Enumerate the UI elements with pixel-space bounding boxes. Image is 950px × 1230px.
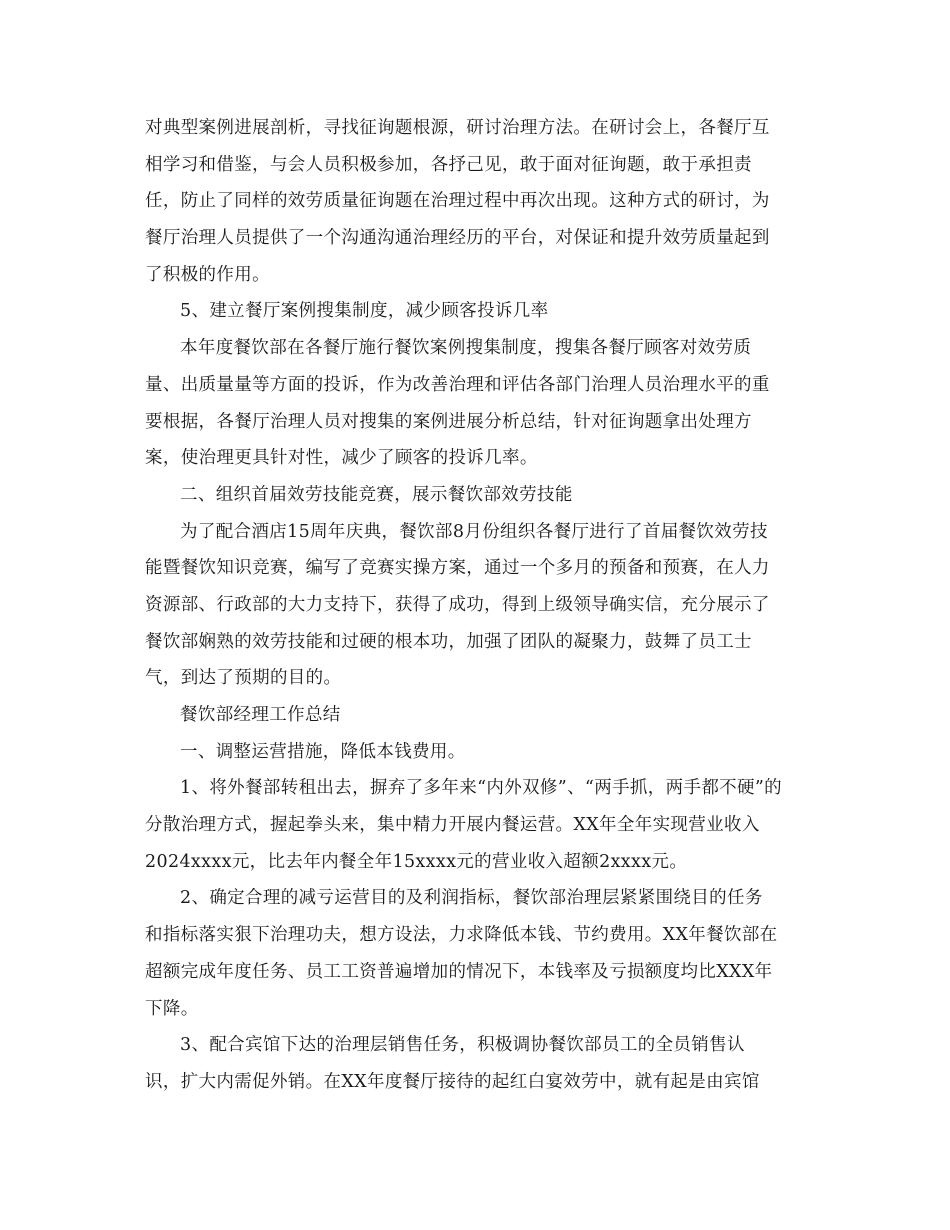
- text-line: 分散治理方式，握起拳头来，集中精力开展内餐运营。XX年全年实现营业收入: [145, 815, 760, 836]
- paragraph-start: 为了配合酒店15周年庆典，餐饮部8月份组织各餐厅进行了首届餐饮效劳技: [180, 521, 768, 542]
- text-line: 量、出质量量等方面的投诉，作为改善治理和评估各部门治理人员治理水平的重: [145, 374, 770, 395]
- text-line: 资源部、行政部的大力支持下，获得了成功，得到上级领导确实信，充分展示了: [145, 594, 770, 615]
- text-line: 任，防止了同样的效劳质量征询题在治理过程中再次出现。这种方式的研讨，为: [145, 191, 770, 212]
- paragraph-start: 1、将外餐部转租出去，摒弃了多年来“内外双修”、“两手抓，两手都不硬”的: [180, 778, 783, 799]
- text-line: 气，到达了预期的目的。: [145, 668, 342, 689]
- text-line: 识，扩大内需促外销。在XX年度餐厅接待的起红白宴效劳中，就有起是由宾馆: [145, 1071, 760, 1092]
- paragraph-start: 本年度餐饮部在各餐厅施行餐饮案例搜集制度，搜集各餐厅顾客对效劳质: [180, 338, 752, 359]
- section-heading: 5、建立餐厅案例搜集制度，减少顾客投诉几率: [180, 301, 549, 322]
- paragraph-start: 3、配合宾馆下达的治理层销售任务，积极调协餐饮部员工的全员销售认: [180, 1035, 745, 1056]
- section-heading: 二、组织首届效劳技能竞赛，展示餐饮部效劳技能: [180, 484, 573, 505]
- text-line: 餐饮部娴熟的效劳技能和过硬的根本功，加强了团队的凝聚力，鼓舞了员工士: [145, 631, 752, 652]
- text-line: 超额完成年度任务、员工工资普遍增加的情况下，本钱率及亏损额度均比XXX年: [145, 961, 773, 982]
- document-body: [145, 110, 805, 1101]
- text-line: 和指标落实狠下治理功夫，想方设法，力求降低本钱、节约费用。XX年餐饮部在: [145, 925, 778, 946]
- text-line: 案，使治理更具针对性，减少了顾客的投诉几率。: [145, 448, 538, 469]
- text-line: 下降。: [145, 998, 199, 1019]
- text-line: 相学习和借鉴，与会人员积极参加，各抒己见，敢于面对征询题，敢于承担责: [145, 154, 752, 175]
- text-line: 对典型案例进展剖析，寻找征询题根源，研讨治理方法。在研讨会上，各餐厅互: [145, 118, 770, 138]
- document-title: 餐饮部经理工作总结: [180, 705, 341, 725]
- text-line: 能暨餐饮知识竞赛，编写了竞赛实操方案，通过一个多月的预备和预赛，在人力: [145, 558, 770, 579]
- text-line: 了积极的作用。: [145, 264, 270, 285]
- section-heading: 一、调整运营措施，降低本钱费用。: [180, 741, 466, 762]
- text-line: 餐厅治理人员提供了一个沟通沟通治理经历的平台，对保证和提升效劳质量起到: [145, 228, 770, 249]
- text-line: 要根据，各餐厅治理人员对搜集的案例进展分析总结，针对征询题拿出处理方: [145, 411, 752, 432]
- text-line: 2024xxxx元，比去年内餐全年15xxxx元的营业收入超额2xxxx元。: [145, 851, 688, 872]
- paragraph-start: 2、确定合理的减亏运营目的及利润指标，餐饮部治理层紧紧围绕目的任务: [180, 888, 763, 909]
